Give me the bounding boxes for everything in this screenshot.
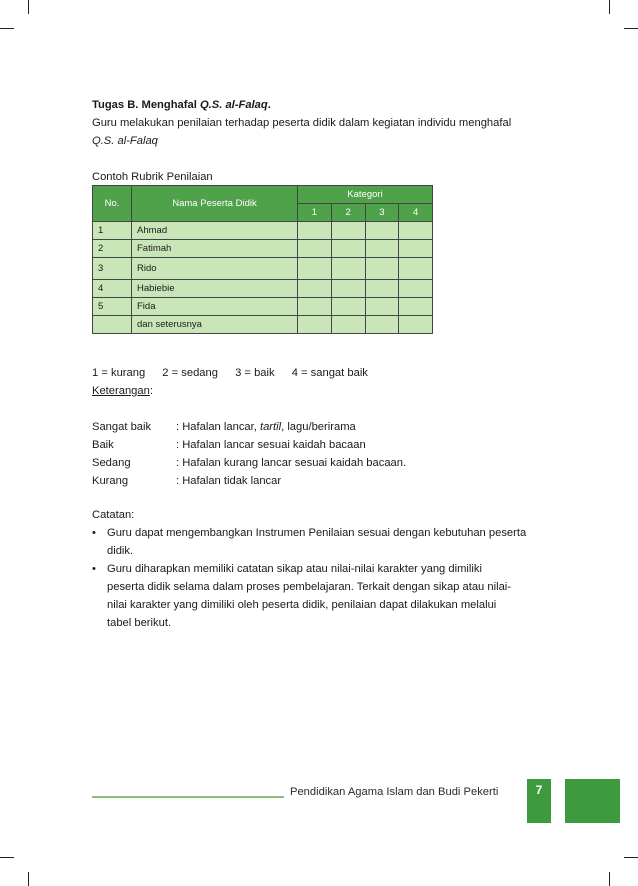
criteria-text: : Hafalan lancar sesuai kaidah bacaan [176, 439, 366, 451]
keterangan-label: Keterangan [92, 385, 150, 397]
scale-item: 2 = sedang [162, 367, 218, 379]
table-row [93, 258, 433, 280]
criteria-row [92, 472, 552, 490]
table-row [93, 316, 433, 334]
criteria-text: : Hafalan tidak lancar [176, 475, 282, 487]
row-name: Fida [132, 298, 298, 316]
row-no: 3 [93, 258, 132, 280]
scale-item: 3 = baik [235, 367, 275, 379]
criteria-text: : Hafalan kurang lancar sesuai kaidah bacaan. [176, 457, 407, 469]
list-item [92, 560, 562, 632]
row-no [93, 316, 132, 334]
table-row [93, 280, 433, 298]
criteria-label: Sedang [92, 457, 131, 469]
page-tab-decoration [565, 779, 620, 823]
book-title: Pendidikan Agama Islam dan Budi Pekerti [290, 786, 499, 798]
note-line: didik. [107, 545, 134, 557]
footer-divider [92, 796, 284, 798]
row-name: Habiebie [132, 280, 298, 298]
col-kategori-header: Kategori [298, 186, 433, 204]
row-no: 5 [93, 298, 132, 316]
col-no-header: No. [93, 186, 132, 222]
criteria-text-italic: tartīl [259, 421, 282, 433]
row-name: dan seterusnya [132, 316, 298, 334]
task-title-bold: Tugas B. Menghafal [92, 99, 200, 111]
col-name-header: Nama Peserta Didik [132, 186, 298, 222]
notes-title: Catatan: [92, 509, 135, 521]
task-title-italic: Q.S. al-Falaq [199, 99, 268, 111]
score-scale: 1 = kurang 2 = sedang 3 = baik 4 = sangat baik Keterangan: [92, 367, 368, 397]
row-name: Rido [132, 258, 298, 280]
row-no: 1 [93, 222, 132, 240]
task-title-end: . [267, 99, 271, 111]
crop-mark [0, 28, 14, 29]
note-line: nilai karakter yang dimiliki oleh peserta didik, penilaian dapat dilakukan melalui [107, 599, 497, 611]
crop-mark [624, 857, 638, 858]
table-row [93, 240, 433, 258]
crop-mark [609, 0, 610, 14]
kategori-4-header: 4 [399, 204, 433, 222]
rubric-table [92, 185, 433, 334]
criteria-row [92, 454, 552, 472]
criteria-text: : Hafalan lancar, [176, 421, 260, 433]
scale-item: 4 = sangat baik [291, 367, 368, 379]
crop-mark [28, 0, 29, 14]
note-line: Guru dapat mengembangkan Instrumen Penilaian sesuai dengan kebutuhan peserta [107, 527, 527, 539]
row-no: 4 [93, 280, 132, 298]
row-no: 2 [93, 240, 132, 258]
crop-mark [609, 872, 610, 886]
criteria-list [92, 418, 552, 490]
criteria-label: Kurang [92, 475, 129, 487]
bullet-icon: • [92, 563, 96, 575]
table-row [93, 298, 433, 316]
row-name: Ahmad [132, 222, 298, 240]
kategori-1-header: 1 [298, 204, 332, 222]
crop-mark [28, 872, 29, 886]
row-name: Fatimah [132, 240, 298, 258]
criteria-label: Baik [92, 439, 114, 451]
list-item [92, 524, 562, 560]
crop-mark [0, 857, 14, 858]
task-section [92, 96, 552, 186]
note-line: peserta didik selama dalam proses pembelajaran. Terkait dengan sikap atau nilai- [107, 581, 512, 593]
task-title [92, 96, 552, 114]
kategori-2-header: 2 [331, 204, 365, 222]
rubric-caption: Contoh Rubrik Penilaian [92, 171, 213, 183]
task-description: Guru melakukan penilaian terhadap peserta didik dalam kegiatan individu menghafal [92, 117, 512, 129]
bullet-icon: • [92, 527, 96, 539]
notes-section [92, 506, 562, 632]
kategori-3-header: 3 [365, 204, 399, 222]
criteria-label: Sangat baik [92, 421, 152, 433]
crop-mark [624, 28, 638, 29]
scale-item: 1 = kurang [92, 367, 146, 379]
criteria-row [92, 436, 552, 454]
table-row [93, 222, 433, 240]
note-line: Guru diharapkan memiliki catatan sikap atau nilai-nilai karakter yang dimiliki [107, 563, 482, 575]
task-description-italic: Q.S. al-Falaq [92, 135, 158, 147]
criteria-text: , lagu/berirama [281, 421, 356, 433]
criteria-row [92, 418, 552, 436]
page-number: 7 [527, 779, 551, 823]
note-line: tabel berikut. [107, 617, 172, 629]
